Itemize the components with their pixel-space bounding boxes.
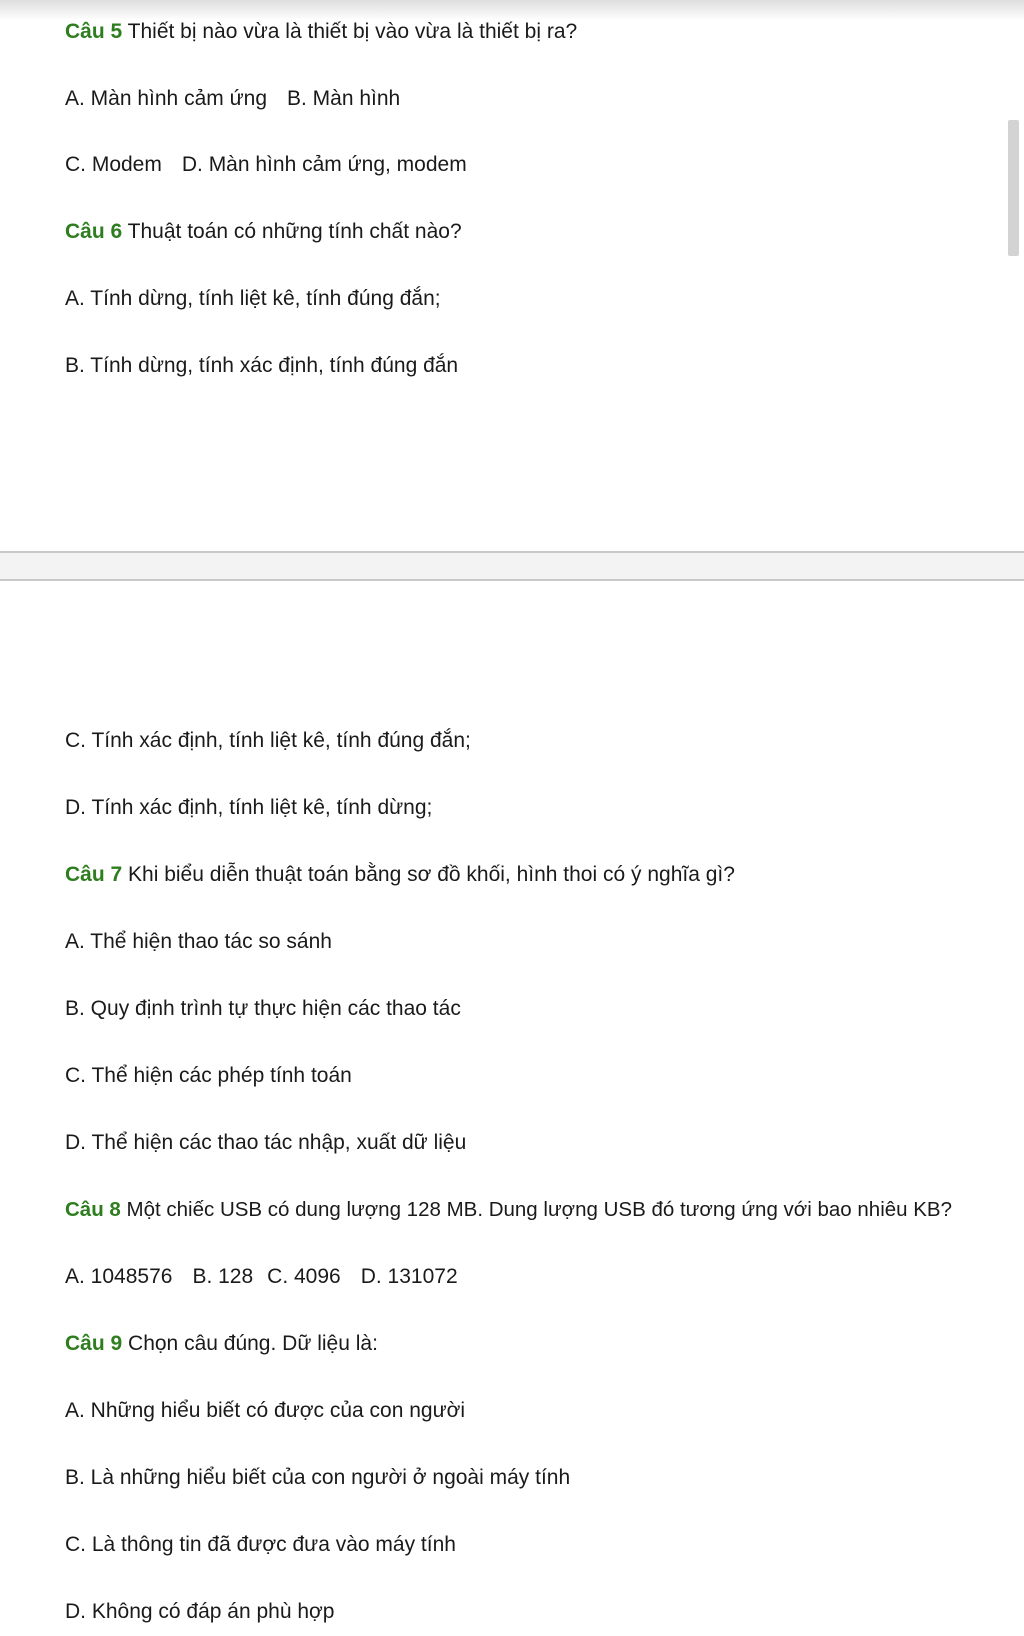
question-label: Câu 6 — [65, 220, 123, 243]
question-7 — [65, 862, 735, 888]
option-a: A. 1048576 — [65, 1265, 173, 1288]
scrollbar-thumb[interactable] — [1008, 120, 1019, 256]
option-c: C. 4096 — [267, 1265, 341, 1288]
question-text: Khi biểu diễn thuật toán bằng sơ đồ khối, hình thoi có ý nghĩa gì? — [128, 863, 735, 886]
option-b: B. Là những hiểu biết của con người ở ngoài máy tính — [65, 1466, 571, 1489]
option-c: C. Là thông tin đã được đưa vào máy tính — [65, 1533, 456, 1556]
option-a: A. Những hiểu biết có được của con người — [65, 1399, 466, 1422]
question-label: Câu 7 — [65, 863, 123, 886]
question-5-options-row-1 — [65, 86, 400, 112]
option-c: C. Tính xác định, tính liệt kê, tính đúng đắn; — [65, 729, 471, 752]
option-b: B. 128 — [192, 1265, 254, 1288]
question-label: Câu 9 — [65, 1332, 123, 1355]
question-text: Chọn câu đúng. Dữ liệu là: — [128, 1332, 378, 1355]
option-c: C. Modem — [65, 153, 162, 176]
question-9 — [65, 1331, 378, 1357]
option-b: B. Màn hình — [287, 87, 401, 110]
question-label: Câu 8 — [65, 1198, 121, 1221]
question-text: Thiết bị nào vừa là thiết bị vào vừa là thiết bị ra? — [127, 20, 578, 43]
top-edge-shadow — [0, 0, 1024, 20]
option-a: A. Thể hiện thao tác so sánh — [65, 930, 332, 953]
option-a: A. Tính dừng, tính liệt kê, tính đúng đắn; — [65, 287, 441, 310]
question-8 — [65, 1197, 952, 1223]
option-d: D. Không có đáp án phù hợp — [65, 1600, 335, 1623]
option-d: D. 131072 — [360, 1265, 458, 1288]
option-b: B. Quy định trình tự thực hiện các thao tác — [65, 997, 461, 1020]
option-d: D. Thể hiện các thao tác nhập, xuất dữ liệu — [65, 1131, 467, 1154]
page-break — [0, 551, 1024, 581]
option-d: D. Màn hình cảm ứng, modem — [181, 153, 467, 176]
option-c: C. Thể hiện các phép tính toán — [65, 1064, 352, 1087]
option-d: D. Tính xác định, tính liệt kê, tính dừng; — [65, 796, 433, 819]
question-8-options-row — [65, 1264, 458, 1290]
question-6 — [65, 219, 462, 245]
question-5-options-row-2 — [65, 152, 467, 178]
question-label: Câu 5 — [65, 20, 123, 43]
question-text: Thuật toán có những tính chất nào? — [127, 220, 462, 243]
question-5 — [65, 19, 577, 45]
option-b: B. Tính dừng, tính xác định, tính đúng đắn — [65, 354, 459, 377]
option-a: A. Màn hình cảm ứng — [65, 87, 267, 110]
question-text: Một chiếc USB có dung lượng 128 MB. Dung lượng USB đó tương ứng với bao nhiêu KB? — [126, 1198, 952, 1221]
